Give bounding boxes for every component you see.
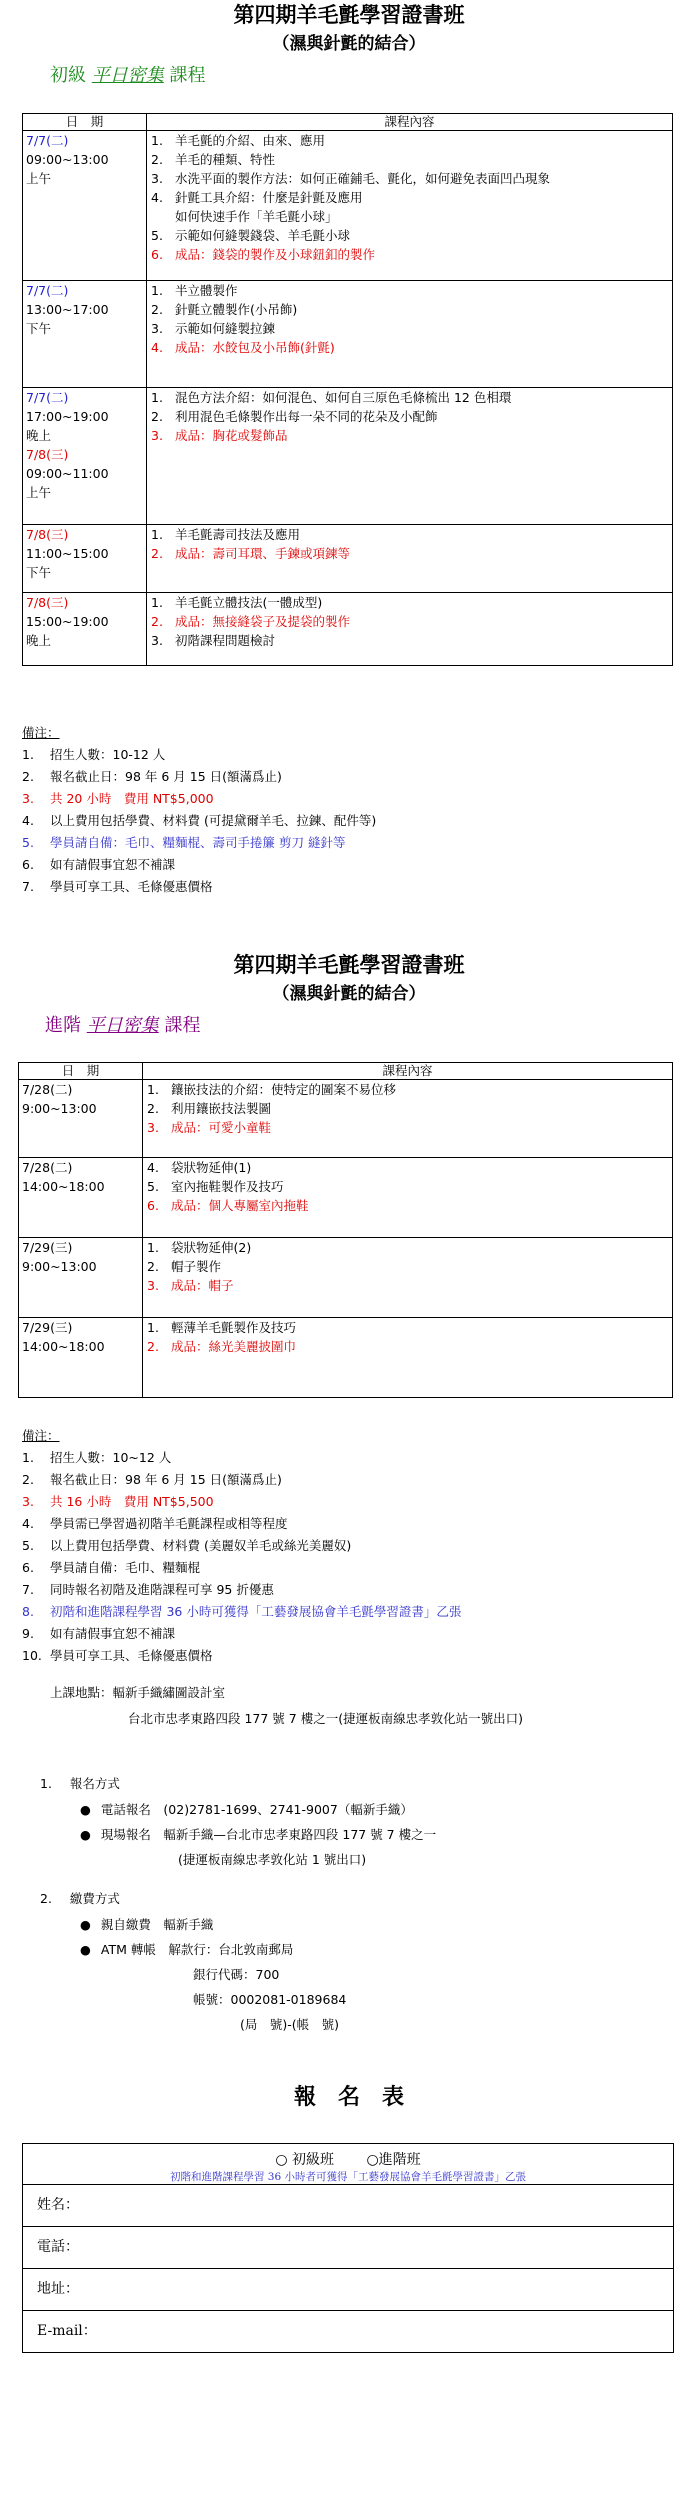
date-line: 9:00~13:00 xyxy=(22,1101,97,1116)
item-text: 初階課程問題檢討 xyxy=(175,633,276,648)
advanced-level xyxy=(45,1014,200,1038)
bullet-icon: ● xyxy=(80,1942,91,1957)
note-number: 6. xyxy=(22,857,34,872)
item-number: 1. xyxy=(147,1082,159,1097)
advanced-schedule-table xyxy=(18,1062,673,1398)
registration-form xyxy=(22,2143,674,2353)
list-item xyxy=(145,1257,672,1276)
note-text: 學員請自備：毛巾、糧麵棍、壽司手捲簾 剪刀 縫針等 xyxy=(50,835,346,850)
payment-in-person xyxy=(80,1914,213,1936)
registration-heading xyxy=(40,1773,120,1795)
date-line: 晚上 xyxy=(26,633,52,648)
date-cell xyxy=(23,281,147,388)
form-field-row[interactable] xyxy=(23,2184,673,2226)
list-item xyxy=(149,525,672,544)
note-number: 7. xyxy=(22,1582,34,1597)
payment-account-note: (局 號)-(帳 號) xyxy=(240,2017,340,2032)
list-item xyxy=(149,544,672,563)
col-date-header: 日 期 xyxy=(23,114,147,131)
item-number: 4. xyxy=(151,190,163,205)
item-number: 1. xyxy=(151,527,163,542)
list-item xyxy=(149,631,672,650)
date-line: 7/28(二) xyxy=(22,1160,73,1175)
date-line: 7/29(三) xyxy=(22,1240,73,1255)
note-item xyxy=(22,1557,461,1579)
list-item xyxy=(149,593,672,612)
item-number: 5. xyxy=(147,1179,159,1194)
table-row xyxy=(19,1318,673,1398)
list-item xyxy=(149,245,672,264)
note-number: 7. xyxy=(22,879,34,894)
registration-phone-text: 電話報名 (02)2781-1699、2741-9007（輻新手織） xyxy=(100,1802,413,1817)
form-header xyxy=(23,2144,673,2184)
note-item xyxy=(22,788,376,810)
basic-level-suffix: 課程 xyxy=(169,65,206,86)
note-text: 學員可享工具、毛條優惠價格 xyxy=(50,1648,213,1663)
advanced-notes-label: 備注： xyxy=(22,1428,60,1443)
note-number: 2. xyxy=(22,1472,34,1487)
note-item xyxy=(22,744,376,766)
list-item xyxy=(145,1196,672,1215)
list-item xyxy=(145,1238,672,1257)
advanced-level-suffix: 課程 xyxy=(164,1015,201,1036)
form-field-row[interactable] xyxy=(23,2310,673,2352)
item-number: 6. xyxy=(151,247,163,262)
date-cell xyxy=(19,1318,143,1398)
list-item xyxy=(149,207,672,226)
payment-heading-number: 2. xyxy=(40,1891,52,1906)
note-text: 招生人數：10-12 人 xyxy=(50,747,166,762)
item-number: 1. xyxy=(147,1240,159,1255)
item-text: 示範如何縫製拉鍊 xyxy=(175,321,276,336)
content-cell xyxy=(147,388,673,525)
item-number: 2. xyxy=(151,409,163,424)
item-text: 成品：無接縫袋子及提袋的製作 xyxy=(175,614,351,629)
date-line: 7/7(二) xyxy=(26,283,69,298)
note-item xyxy=(22,1623,461,1645)
item-text: 成品：絲光美麗披圍巾 xyxy=(171,1339,297,1354)
date-cell xyxy=(23,525,147,593)
item-number: 1. xyxy=(151,283,163,298)
form-field-label: E-mail： xyxy=(37,2323,97,2339)
date-line: 上午 xyxy=(26,171,52,186)
date-cell xyxy=(19,1080,143,1158)
note-text: 報名截止日：98 年 6 月 15 日(額滿爲止) xyxy=(50,1472,282,1487)
advanced-notes xyxy=(22,1425,461,1667)
item-text: 如何快速手作「羊毛氈小球」 xyxy=(175,209,338,224)
date-line: 13:00~17:00 xyxy=(26,302,109,317)
date-line: 上午 xyxy=(26,485,52,500)
item-number: 3. xyxy=(147,1120,159,1135)
note-number: 3. xyxy=(22,791,34,806)
note-item xyxy=(22,766,376,788)
item-text: 成品：錢袋的製作及小球鈕釦的製作 xyxy=(175,247,376,262)
item-text: 袋狀物延伸(2) xyxy=(171,1240,252,1255)
list-item xyxy=(149,188,672,207)
note-item xyxy=(22,1469,461,1491)
registration-onsite-text: 現場報名 輻新手織—台北市忠孝東路四段 177 號 7 樓之一 xyxy=(100,1827,437,1842)
content-cell xyxy=(147,281,673,388)
col-content-header: 課程內容 xyxy=(147,114,673,131)
note-item xyxy=(22,1491,461,1513)
bullet-icon: ● xyxy=(80,1917,91,1932)
item-number: 3. xyxy=(151,171,163,186)
item-text: 帽子製作 xyxy=(171,1259,222,1274)
item-text: 鑲嵌技法的介紹：使特定的圖案不易位移 xyxy=(171,1082,397,1097)
content-cell xyxy=(147,593,673,666)
note-item xyxy=(22,810,376,832)
advanced-title: 第四期羊毛氈學習證書班 xyxy=(233,952,465,977)
payment-in-person-text: 親自繳費 輻新手織 xyxy=(100,1917,214,1932)
item-text: 半立體製作 xyxy=(175,283,238,298)
list-item xyxy=(149,388,672,407)
bullet-icon: ● xyxy=(80,1827,91,1842)
item-number: 2. xyxy=(151,152,163,167)
registration-onsite xyxy=(80,1824,436,1846)
table-row xyxy=(19,1080,673,1158)
date-line: 09:00~13:00 xyxy=(26,152,109,167)
basic-notes-label: 備注： xyxy=(22,725,60,740)
note-number: 10. xyxy=(22,1648,42,1663)
table-header-row xyxy=(23,114,673,131)
list-item xyxy=(149,131,672,150)
basic-title: 第四期羊毛氈學習證書班 xyxy=(233,2,465,27)
item-number: 3. xyxy=(147,1278,159,1293)
item-number: 3. xyxy=(151,321,163,336)
item-text: 成品：個人專屬室內拖鞋 xyxy=(171,1198,309,1213)
list-item xyxy=(145,1099,672,1118)
registration-onsite-2: (捷運板南線忠孝敦化站 1 號出口) xyxy=(178,1852,367,1867)
note-number: 9. xyxy=(22,1626,34,1641)
location-line-1: 上課地點：輻新手織繡圖設計室 xyxy=(50,1685,226,1700)
item-number: 1. xyxy=(147,1320,159,1335)
note-text: 學員請自備：毛巾、糧麵棍 xyxy=(50,1560,201,1575)
item-text: 針氈立體製作(小吊飾) xyxy=(175,302,298,317)
note-text: 以上費用包括學費、材料費 (可提黛爾羊毛、拉鍊、配件等) xyxy=(50,813,377,828)
note-text: 初階和進階課程學習 36 小時可獲得「工藝發展協會羊毛氈學習證書」乙張 xyxy=(50,1604,462,1619)
basic-level-schedule: 平日密集 xyxy=(91,65,164,86)
payment-heading xyxy=(40,1888,120,1910)
date-cell xyxy=(19,1238,143,1318)
list-item xyxy=(149,319,672,338)
note-item xyxy=(22,1535,461,1557)
note-item xyxy=(22,1645,461,1667)
note-number: 1. xyxy=(22,747,34,762)
note-number: 4. xyxy=(22,1516,34,1531)
advanced-level-prefix: 進階 xyxy=(45,1015,81,1036)
item-number: 1. xyxy=(151,595,163,610)
payment-atm xyxy=(80,1939,293,1961)
basic-level xyxy=(50,64,205,88)
item-text: 利用混色毛條製作出每一朵不同的花朵及小配飾 xyxy=(175,409,438,424)
note-text: 共 16 小時 費用 NT$5,500 xyxy=(50,1494,214,1509)
form-field-row[interactable] xyxy=(23,2226,673,2268)
item-number: 2. xyxy=(147,1339,159,1354)
note-number: 1. xyxy=(22,1450,34,1465)
date-line: 7/8(三) xyxy=(26,527,69,542)
table-row xyxy=(23,131,673,281)
form-field-row[interactable] xyxy=(23,2268,673,2310)
note-text: 同時報名初階及進階課程可享 95 折優惠 xyxy=(50,1582,274,1597)
table-header-row xyxy=(19,1063,673,1080)
note-item xyxy=(22,1601,461,1623)
item-number: 3. xyxy=(151,633,163,648)
note-item xyxy=(22,832,376,854)
date-line: 7/8(三) xyxy=(26,447,69,462)
form-title: 報 名 表 xyxy=(293,2084,404,2110)
item-number: 3. xyxy=(151,428,163,443)
date-line: 7/29(三) xyxy=(22,1320,73,1335)
advanced-level-schedule: 平日密集 xyxy=(86,1015,159,1036)
item-text: 羊毛氈立體技法(一體成型) xyxy=(175,595,323,610)
list-item xyxy=(145,1118,672,1137)
payment-heading-label: 繳費方式 xyxy=(69,1891,120,1906)
item-text: 羊毛的種類、特性 xyxy=(175,152,276,167)
date-line: 7/7(二) xyxy=(26,133,69,148)
content-cell xyxy=(143,1158,673,1238)
table-row xyxy=(23,281,673,388)
item-number: 2. xyxy=(151,546,163,561)
item-text: 成品：胸花或髮飾品 xyxy=(175,428,288,443)
item-text: 羊毛氈壽司技法及應用 xyxy=(175,527,301,542)
item-text: 成品：帽子 xyxy=(171,1278,234,1293)
table-row xyxy=(19,1158,673,1238)
item-text: 示範如何縫製錢袋、羊毛氈小球 xyxy=(175,228,351,243)
date-line: 7/8(三) xyxy=(26,595,69,610)
option-basic[interactable]: ○ 初級班 xyxy=(275,2152,334,2168)
list-item xyxy=(145,1318,672,1337)
date-cell xyxy=(23,593,147,666)
list-item xyxy=(149,281,672,300)
note-item xyxy=(22,1579,461,1601)
item-text: 成品：水餃包及小吊飾(針氈) xyxy=(175,340,335,355)
payment-bank-code: 銀行代碼：700 xyxy=(193,1967,280,1982)
basic-level-prefix: 初級 xyxy=(50,65,86,86)
list-item xyxy=(145,1177,672,1196)
date-line: 14:00~18:00 xyxy=(22,1179,105,1194)
note-item xyxy=(22,854,376,876)
note-text: 報名截止日：98 年 6 月 15 日(額滿爲止) xyxy=(50,769,282,784)
date-line: 11:00~15:00 xyxy=(26,546,109,561)
list-item xyxy=(149,407,672,426)
item-number: 2. xyxy=(147,1101,159,1116)
payment-account: 帳號：0002081-0189684 xyxy=(193,1992,347,2007)
bullet-icon: ● xyxy=(80,1802,91,1817)
list-item xyxy=(145,1158,672,1177)
level-choice xyxy=(23,2149,673,2169)
note-number: 5. xyxy=(22,1538,34,1553)
item-text: 成品：可愛小童鞋 xyxy=(171,1120,272,1135)
date-line: 7/28(二) xyxy=(22,1082,73,1097)
form-field-label: 電話： xyxy=(37,2239,79,2255)
list-item xyxy=(149,300,672,319)
note-text: 如有請假事宜恕不補課 xyxy=(50,857,176,872)
item-text: 水洗平面的製作方法：如何正確鋪毛、氈化，如何避免表面凹凸現象 xyxy=(175,171,551,186)
note-number: 3. xyxy=(22,1494,34,1509)
date-line: 17:00~19:00 xyxy=(26,409,109,424)
item-text: 針氈工具介紹：什麼是針氈及應用 xyxy=(175,190,363,205)
date-line: 9:00~13:00 xyxy=(22,1259,97,1274)
item-number: 2. xyxy=(147,1259,159,1274)
item-number: 2. xyxy=(151,302,163,317)
registration-phone xyxy=(80,1799,413,1821)
basic-schedule-table xyxy=(22,113,673,666)
note-text: 如有請假事宜恕不補課 xyxy=(50,1626,176,1641)
content-cell xyxy=(147,525,673,593)
note-text: 學員需已學習過初階羊毛氈課程或相等程度 xyxy=(50,1516,288,1531)
content-cell xyxy=(143,1080,673,1158)
basic-subtitle: （濕與針氈的結合） xyxy=(272,34,426,54)
date-line: 14:00~18:00 xyxy=(22,1339,105,1354)
date-line: 下午 xyxy=(26,321,52,336)
date-cell xyxy=(23,388,147,525)
note-number: 4. xyxy=(22,813,34,828)
item-text: 成品：壽司耳環、手鍊或項鍊等 xyxy=(175,546,351,561)
table-row xyxy=(23,388,673,525)
item-number: 4. xyxy=(151,340,163,355)
item-text: 輕薄羊毛氈製作及技巧 xyxy=(171,1320,297,1335)
note-item xyxy=(22,876,376,898)
date-cell xyxy=(23,131,147,281)
item-number: 5. xyxy=(151,228,163,243)
content-cell xyxy=(143,1238,673,1318)
list-item xyxy=(145,1276,672,1295)
content-cell xyxy=(143,1318,673,1398)
list-item xyxy=(145,1337,672,1356)
date-line: 15:00~19:00 xyxy=(26,614,109,629)
col-content-header: 課程內容 xyxy=(143,1063,673,1080)
content-cell xyxy=(147,131,673,281)
date-line: 下午 xyxy=(26,565,52,580)
item-text: 羊毛氈的介紹、由來、應用 xyxy=(175,133,326,148)
note-number: 6. xyxy=(22,1560,34,1575)
item-number: 1. xyxy=(151,133,163,148)
note-text: 以上費用包括學費、材料費 (美麗奴羊毛或絲光美麗奴) xyxy=(50,1538,352,1553)
note-number: 5. xyxy=(22,835,34,850)
note-text: 招生人數：10~12 人 xyxy=(50,1450,172,1465)
form-note: 初階和進階課程學習 36 小時者可獲得「工藝發展協會羊毛氈學習證書」乙張 xyxy=(169,2171,527,2183)
note-item xyxy=(22,1447,461,1469)
item-text: 混色方法介紹：如何混色、如何自三原色毛條梳出 12 色相環 xyxy=(175,390,512,405)
item-number: 1. xyxy=(151,390,163,405)
item-text: 袋狀物延伸(1) xyxy=(171,1160,252,1175)
list-item xyxy=(149,426,672,445)
payment-atm-text: ATM 轉帳 解款行：台北敦南郵局 xyxy=(100,1942,294,1957)
note-text: 共 20 小時 費用 NT$5,000 xyxy=(50,791,214,806)
basic-notes xyxy=(22,722,376,898)
date-line: 晚上 xyxy=(26,428,52,443)
list-item xyxy=(149,338,672,357)
date-cell xyxy=(19,1158,143,1238)
list-item xyxy=(149,150,672,169)
item-text: 室內拖鞋製作及技巧 xyxy=(171,1179,284,1194)
item-number: 2. xyxy=(151,614,163,629)
note-number: 2. xyxy=(22,769,34,784)
list-item xyxy=(149,226,672,245)
item-number: 6. xyxy=(147,1198,159,1213)
table-row xyxy=(23,593,673,666)
advanced-subtitle: （濕與針氈的結合） xyxy=(272,984,426,1004)
option-advanced[interactable]: ○進階班 xyxy=(366,2152,421,2168)
date-line: 09:00~11:00 xyxy=(26,466,109,481)
note-item xyxy=(22,1513,461,1535)
list-item xyxy=(149,169,672,188)
item-number: 4. xyxy=(147,1160,159,1175)
form-field-label: 地址： xyxy=(37,2281,79,2297)
registration-heading-number: 1. xyxy=(40,1776,52,1791)
list-item xyxy=(149,612,672,631)
location-line-2: 台北市忠孝東路四段 177 號 7 樓之一(捷運板南線忠孝敦化站一號出口) xyxy=(128,1711,523,1726)
date-line: 7/7(二) xyxy=(26,390,69,405)
table-row xyxy=(19,1238,673,1318)
col-date-header: 日 期 xyxy=(19,1063,143,1080)
form-field-label: 姓名： xyxy=(37,2197,79,2213)
note-text: 學員可享工具、毛條優惠價格 xyxy=(50,879,213,894)
list-item xyxy=(145,1080,672,1099)
registration-heading-label: 報名方式 xyxy=(69,1776,120,1791)
table-row xyxy=(23,525,673,593)
note-number: 8. xyxy=(22,1604,34,1619)
item-text: 利用鑲嵌技法製圖 xyxy=(171,1101,272,1116)
